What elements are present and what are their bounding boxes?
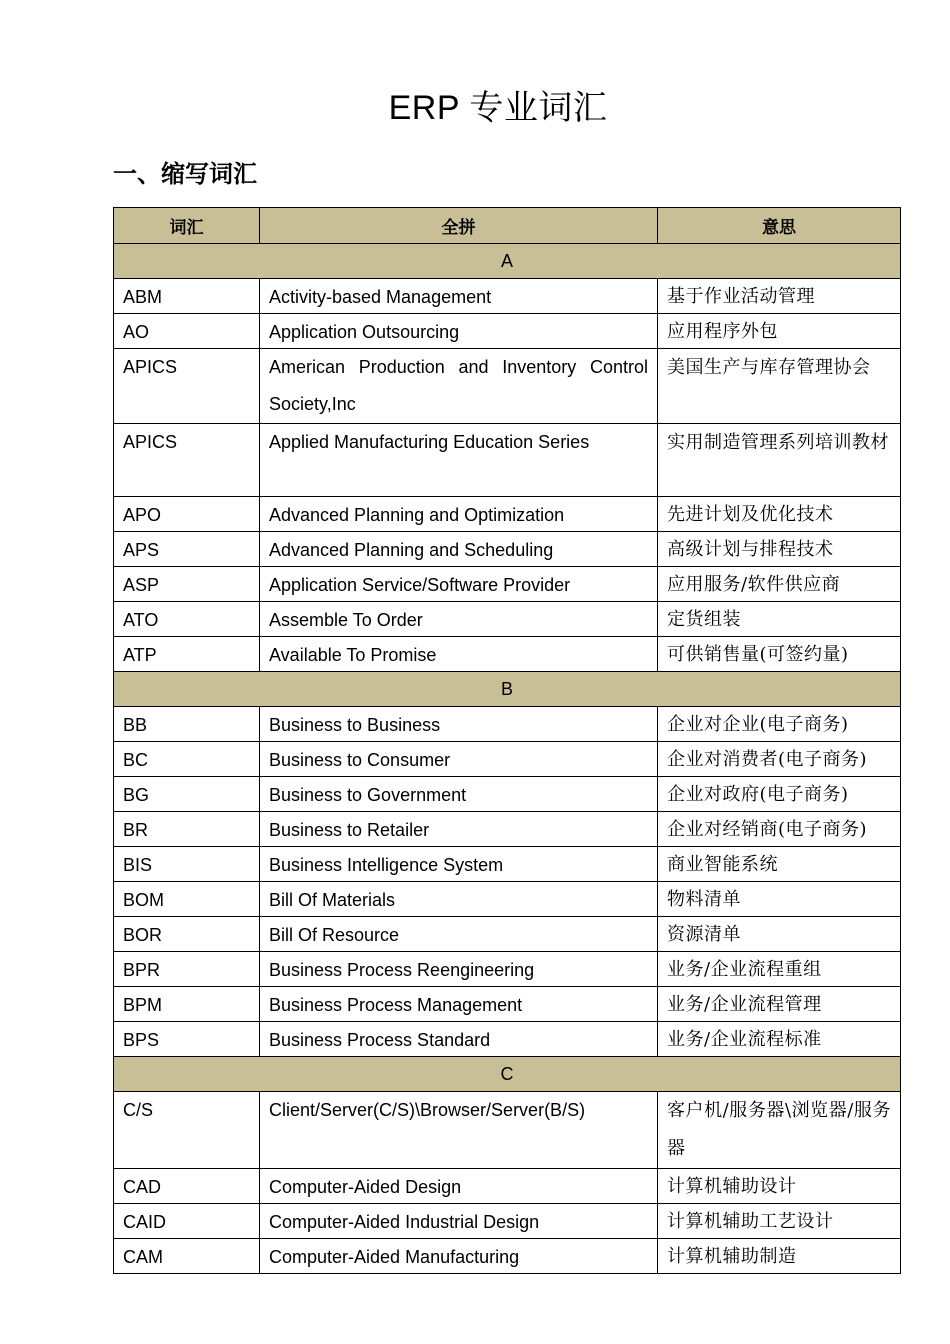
term-meaning: 物料清单 xyxy=(658,882,901,917)
term-full-name: Business to Government xyxy=(260,777,658,812)
term-abbr: APS xyxy=(114,532,260,567)
header-meaning: 意思 xyxy=(658,208,901,244)
term-meaning: 企业对企业(电子商务) xyxy=(658,707,901,742)
table-row xyxy=(114,777,901,812)
term-meaning: 定货组装 xyxy=(658,602,901,637)
letter-group-row xyxy=(114,1057,901,1092)
table-row xyxy=(114,497,901,532)
table-row xyxy=(114,1204,901,1239)
term-meaning: 客户机/服务器\浏览器/服务器 xyxy=(658,1092,901,1169)
term-abbr: CAM xyxy=(114,1239,260,1274)
term-meaning: 基于作业活动管理 xyxy=(658,279,901,314)
document-title: ERP 专业词汇 xyxy=(388,89,608,127)
term-full-name: Advanced Planning and Optimization xyxy=(260,497,658,532)
term-abbr: APICS xyxy=(114,424,260,497)
letter-group-label: C xyxy=(114,1057,901,1092)
term-full-name: Computer-Aided Industrial Design xyxy=(260,1204,658,1239)
glossary-table xyxy=(113,207,901,1274)
table-row xyxy=(114,567,901,602)
table-header-row xyxy=(114,208,901,244)
term-meaning: 应用服务/软件供应商 xyxy=(658,567,901,602)
table-row xyxy=(114,917,901,952)
table-row xyxy=(114,707,901,742)
term-full-name: Advanced Planning and Scheduling xyxy=(260,532,658,567)
glossary-body xyxy=(114,244,901,1274)
table-row xyxy=(114,882,901,917)
term-abbr: AO xyxy=(114,314,260,349)
term-abbr: BIS xyxy=(114,847,260,882)
table-row xyxy=(114,1169,901,1204)
term-full-name: Business Process Management xyxy=(260,987,658,1022)
header-abbr: 词汇 xyxy=(114,208,260,244)
term-full-name: Business to Retailer xyxy=(260,812,658,847)
term-abbr: ATO xyxy=(114,602,260,637)
term-abbr: ABM xyxy=(114,279,260,314)
term-abbr: APICS xyxy=(114,349,260,424)
term-abbr: BR xyxy=(114,812,260,847)
term-full-name: American Production and Inventory Control Society,Inc xyxy=(260,349,658,424)
section-heading: 一、缩写词汇 xyxy=(113,160,257,188)
term-full-name: Bill Of Resource xyxy=(260,917,658,952)
table-row xyxy=(114,847,901,882)
term-full-name: Business Process Standard xyxy=(260,1022,658,1057)
term-abbr: BG xyxy=(114,777,260,812)
table-row xyxy=(114,1239,901,1274)
term-abbr: BB xyxy=(114,707,260,742)
term-abbr: CAID xyxy=(114,1204,260,1239)
term-meaning: 商业智能系统 xyxy=(658,847,901,882)
term-abbr: C/S xyxy=(114,1092,260,1169)
term-full-name: Assemble To Order xyxy=(260,602,658,637)
table-row xyxy=(114,637,901,672)
header-full: 全拼 xyxy=(260,208,658,244)
term-meaning: 业务/企业流程管理 xyxy=(658,987,901,1022)
table-row xyxy=(114,987,901,1022)
table-row xyxy=(114,349,901,424)
table-row xyxy=(114,952,901,987)
table-row xyxy=(114,279,901,314)
term-abbr: ATP xyxy=(114,637,260,672)
term-full-name: Computer-Aided Manufacturing xyxy=(260,1239,658,1274)
term-meaning: 实用制造管理系列培训教材 xyxy=(658,424,901,497)
table-row xyxy=(114,1092,901,1169)
table-row xyxy=(114,532,901,567)
term-meaning: 计算机辅助设计 xyxy=(658,1169,901,1204)
term-meaning: 应用程序外包 xyxy=(658,314,901,349)
term-abbr: BOR xyxy=(114,917,260,952)
table-row xyxy=(114,602,901,637)
term-full-name: Business to Business xyxy=(260,707,658,742)
term-meaning: 资源清单 xyxy=(658,917,901,952)
term-meaning: 先进计划及优化技术 xyxy=(658,497,901,532)
table-row xyxy=(114,812,901,847)
term-full-name: Business Intelligence System xyxy=(260,847,658,882)
table-row xyxy=(114,1022,901,1057)
table-row xyxy=(114,314,901,349)
term-full-name: Activity-based Management xyxy=(260,279,658,314)
term-full-name: Computer-Aided Design xyxy=(260,1169,658,1204)
term-meaning: 高级计划与排程技术 xyxy=(658,532,901,567)
term-abbr: CAD xyxy=(114,1169,260,1204)
term-abbr: BOM xyxy=(114,882,260,917)
term-full-name: Business Process Reengineering xyxy=(260,952,658,987)
term-full-name: Client/Server(C/S)\Browser/Server(B/S) xyxy=(260,1092,658,1169)
table-row xyxy=(114,424,901,497)
term-full-name: Applied Manufacturing Education Series xyxy=(260,424,658,497)
term-abbr: ASP xyxy=(114,567,260,602)
table-row xyxy=(114,742,901,777)
term-meaning: 企业对消费者(电子商务) xyxy=(658,742,901,777)
term-meaning: 企业对政府(电子商务) xyxy=(658,777,901,812)
letter-group-row xyxy=(114,244,901,279)
term-full-name: Application Service/Software Provider xyxy=(260,567,658,602)
term-full-name: Bill Of Materials xyxy=(260,882,658,917)
term-abbr: APO xyxy=(114,497,260,532)
term-abbr: BPS xyxy=(114,1022,260,1057)
term-abbr: BPM xyxy=(114,987,260,1022)
term-full-name: Business to Consumer xyxy=(260,742,658,777)
term-meaning: 可供销售量(可签约量) xyxy=(658,637,901,672)
term-full-name: Available To Promise xyxy=(260,637,658,672)
term-meaning: 业务/企业流程标准 xyxy=(658,1022,901,1057)
term-meaning: 企业对经销商(电子商务) xyxy=(658,812,901,847)
term-full-name: Application Outsourcing xyxy=(260,314,658,349)
term-meaning: 计算机辅助工艺设计 xyxy=(658,1204,901,1239)
term-meaning: 美国生产与库存管理协会 xyxy=(658,349,901,424)
term-meaning: 业务/企业流程重组 xyxy=(658,952,901,987)
letter-group-label: A xyxy=(114,244,901,279)
term-meaning: 计算机辅助制造 xyxy=(658,1239,901,1274)
term-abbr: BPR xyxy=(114,952,260,987)
letter-group-label: B xyxy=(114,672,901,707)
term-abbr: BC xyxy=(114,742,260,777)
letter-group-row xyxy=(114,672,901,707)
